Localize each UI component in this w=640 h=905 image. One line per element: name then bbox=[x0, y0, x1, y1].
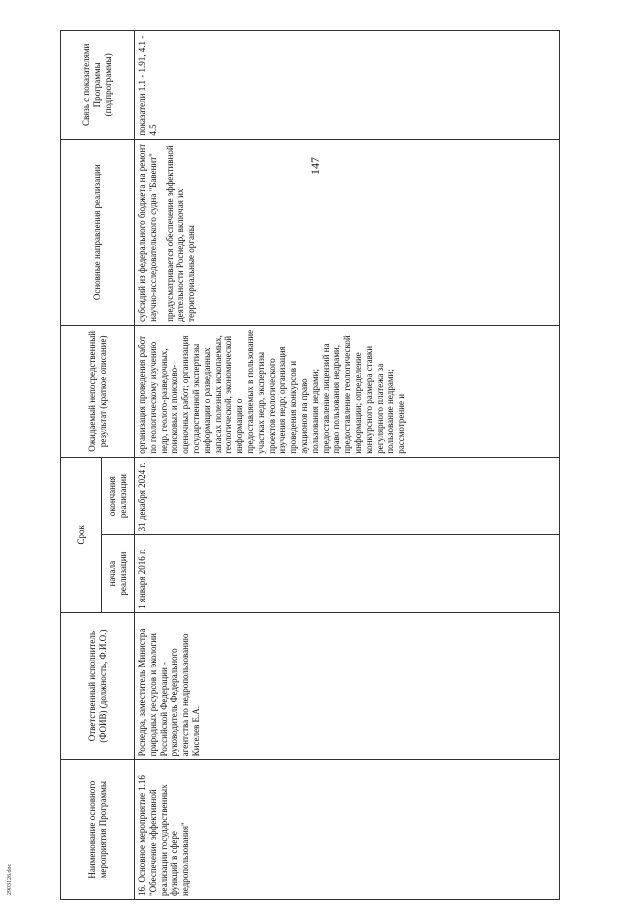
cell-directions bbox=[135, 139, 560, 325]
directions-continued: субсидий из федерального бюджета на ремонт научно-исследовательского судна "Бавенит" bbox=[137, 143, 158, 322]
row-number: 16. bbox=[137, 884, 147, 896]
table-row bbox=[135, 31, 560, 900]
header-link: Связь с показателями Программы (подпрограммы) bbox=[61, 31, 135, 140]
cell-end: 31 декабря 2024 г. bbox=[135, 457, 560, 535]
header-name: Наименование основного мероприятия Программы bbox=[61, 760, 135, 900]
cell-result: организация проведения работ по геологическому изучению недр, геолого-разведочных, поисковых и поисково-оценочных работ; организация государственной экспертизы информации о разведанных запасах полезных ископаемых, геологической, экономической информации о предоставляемых в пользование участках недр, экспертизы проектов геологического изучения недр; организация проведения конкурсов и аукционов на право пользования недрами; предоставление лицензий на право пользования недрами, предоставление геологической информации; определение конкурсного размера ставки регулярного платежа за пользование недрами; рассмотрение и bbox=[135, 325, 560, 457]
header-start: начала реализации bbox=[102, 535, 135, 613]
header-term: Срок bbox=[61, 457, 102, 612]
footer-filename: 2903126.doc bbox=[7, 863, 13, 895]
cell-responsible: Роснедра, заместитель Министра природных ресурсов и экологии Российской Федерации - руководитель Федерального агентства по недропользованию Киселев Е.А. bbox=[135, 612, 560, 759]
header-result: Ожидаемый непосредственный результат (краткое описание) bbox=[61, 325, 135, 457]
program-table bbox=[60, 30, 560, 900]
page-number: 147 bbox=[308, 157, 322, 175]
cell-start: 1 января 2016 г. bbox=[135, 535, 560, 613]
header-responsible: Ответственный исполнитель (ФОИВ) (должность, Ф.И.О.) bbox=[61, 612, 135, 759]
row-name: Основное мероприятие 1.16 "Обеспечение эффективной реализации государственных функций в сфере недропользования" bbox=[137, 775, 191, 896]
header-directions: Основные направления реализации bbox=[61, 139, 135, 325]
cell-name bbox=[135, 760, 560, 900]
rotated-table-container bbox=[60, 30, 620, 900]
cell-link: показатели 1.1 - 1.91, 4.1 - 4.5 bbox=[135, 31, 560, 140]
header-end: окончания реализации bbox=[102, 457, 135, 535]
directions-text: предусматривается обеспечение эффективной деятельности Роснедр, включая их территориальные органы bbox=[164, 145, 197, 322]
